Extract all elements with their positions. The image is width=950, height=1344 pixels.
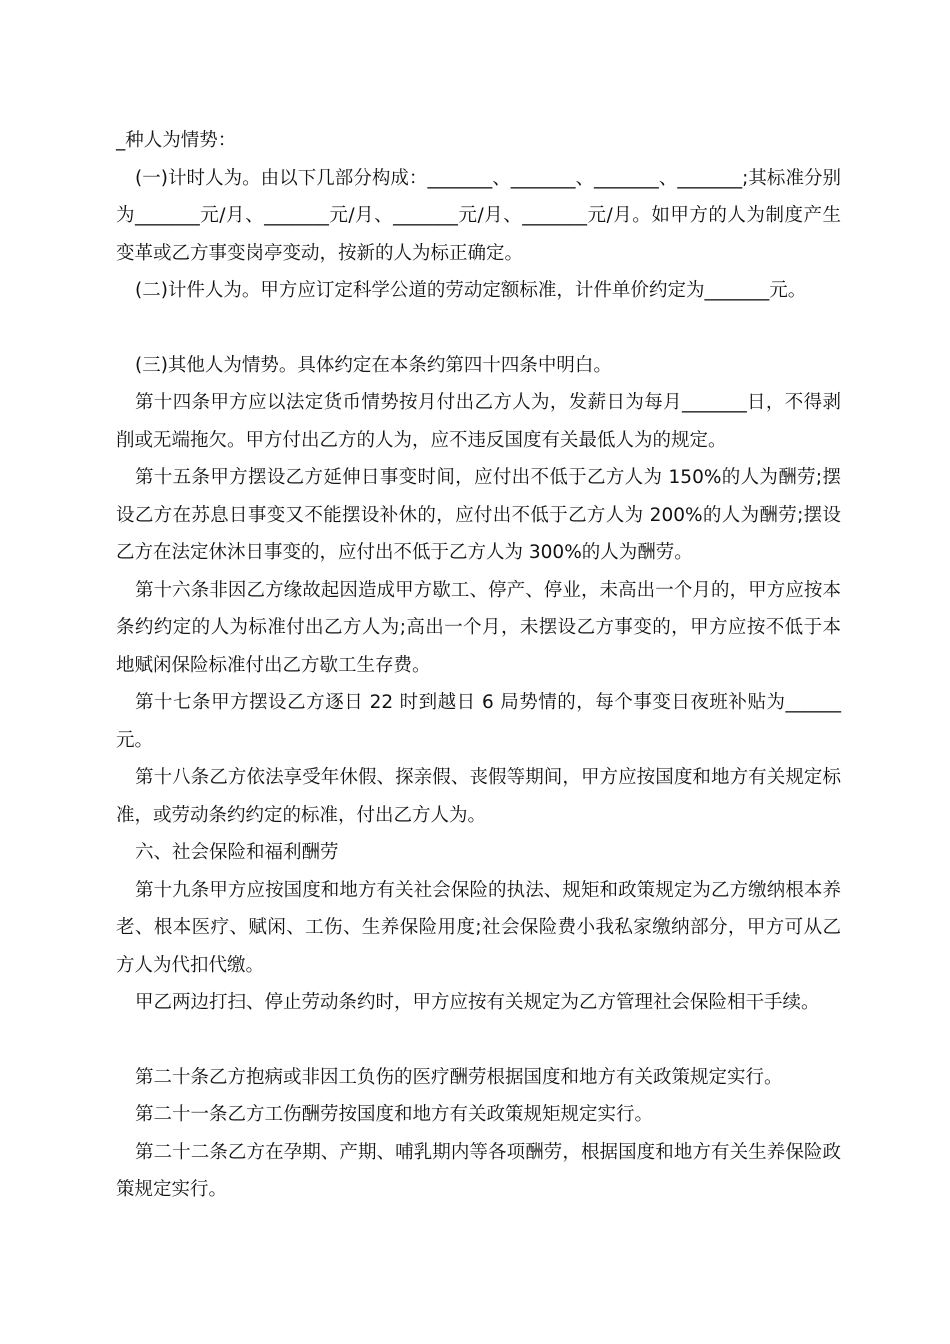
paragraph-article-20: 第二十条乙方抱病或非因工负伤的医疗酬劳根据国度和地方有关政策规定实行。 — [135, 1066, 783, 1088]
paragraph-article-17: 第十七条甲方摆设乙方逐日 22 时到越日 6 局势情的，每个事变日夜班补贴为______元。 — [116, 692, 841, 751]
paragraph-article-22: 第二十二条乙方在孕期、产期、哺乳期内等各项酬劳，根据国度和地方有关生养保险政策规定实行。 — [116, 1141, 841, 1200]
paragraph-piece-wage: (二)计件人为。甲方应订定科学公道的劳动定额标准，计件单价约定为_______元。 — [135, 280, 807, 301]
paragraph-time-wage: (一)计时人为。由以下几部分构成：_______、_______、_______、_______;其标准分别为_______元/月、_______元/月、_______元/月、_______元/月。如甲方的人为制度产生变革或乙方事变岗亭变动，按新的人为标正确定。 — [116, 167, 841, 264]
paragraph-article-16: 第十六条非因乙方缘故起因造成甲方歇工、停产、停业，未高出一个月的，甲方应按本条约约定的人为标准付出乙方人为;高出一个月，未摆设乙方事变的，甲方应按不低于本地赋闲保险标准付出乙方歇工生存费。 — [116, 579, 841, 676]
paragraph-spacer — [116, 310, 841, 347]
paragraph-article-14: 第十四条甲方应以法定货币情势按月付出乙方人为，发薪日为每月_______日，不得剥削或无端拖欠。甲方付出乙方的人为，应不违反国度有关最低人为的规定。 — [116, 392, 841, 451]
paragraph-article-21: 第二十一条乙方工伤酬劳按国度和地方有关政策规矩规定实行。 — [135, 1104, 654, 1125]
section-heading-social-insurance: 六、社会保险和福利酬劳 — [135, 842, 339, 863]
document-body — [116, 122, 841, 1209]
paragraph-article-15: 第十五条甲方摆设乙方延伸日事变时间，应付出不低于乙方人为 150%的人为酬劳;摆设乙方在苏息日事变又不能摆设补休的，应付出不低于乙方人为 200%的人为酬劳;摆设乙方在法定休沐日事变的，应付出不低于乙方人为 300%的人为酬劳。 — [116, 467, 841, 563]
paragraph-article-19: 第十九条甲方应按国度和地方有关社会保险的执法、规矩和政策规定为乙方缴纳根本养老、根本医疗、赋闲、工伤、生养保险用度;社会保险费小我私家缴纳部分，甲方可从乙方人为代扣代缴。 — [116, 879, 841, 976]
paragraph-article-18: 第十八条乙方依法享受年休假、探亲假、丧假等期间，甲方应按国度和地方有关规定标准，或劳动条约约定的标准，付出乙方人为。 — [116, 767, 841, 826]
paragraph-wage-forms: _种人为情势： — [116, 130, 237, 151]
paragraph-termination-insurance: 甲乙两边打扫、停止劳动条约时，甲方应按有关规定为乙方管理社会保险相干手续。 — [135, 992, 820, 1013]
paragraph-other-wage: (三)其他人为情势。具体约定在本条约第四十四条中明白。 — [135, 354, 612, 376]
paragraph-spacer — [116, 1022, 841, 1059]
